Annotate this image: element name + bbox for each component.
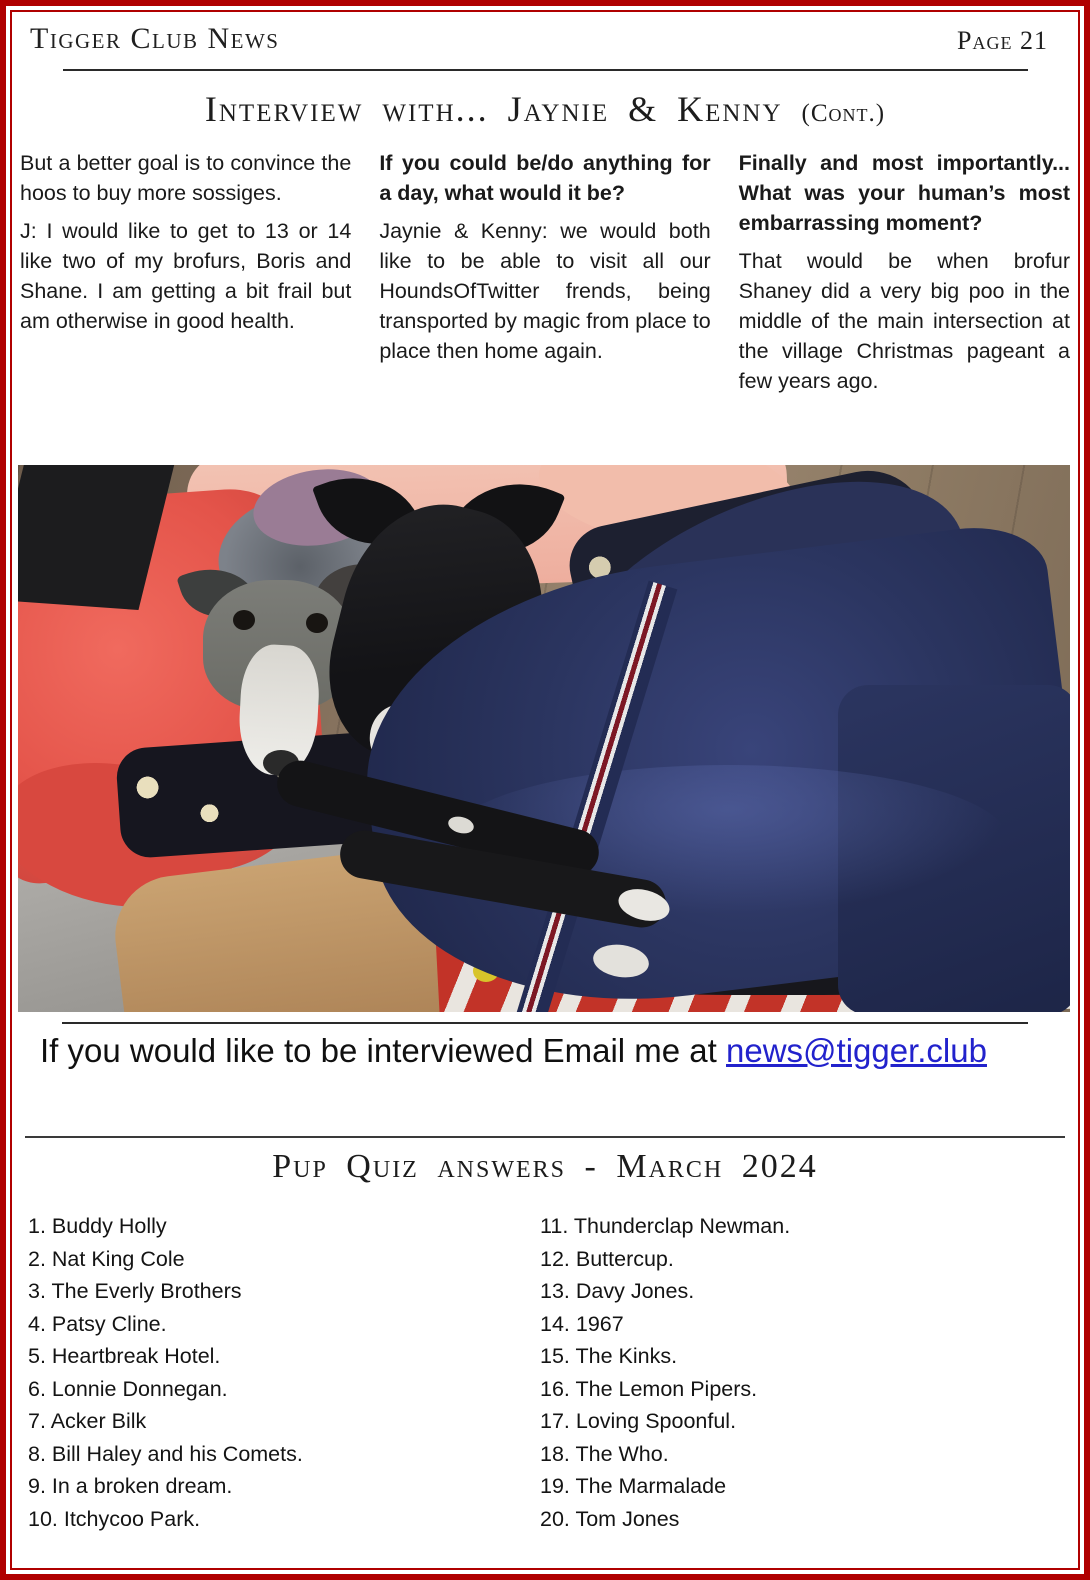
article-columns xyxy=(20,148,1070,404)
quiz-answers-left xyxy=(28,1210,498,1535)
paragraph: J: I would like to get to 13 or 14 like two of my brofurs, Boris and Shane. I am getting a bit frail but am otherwise in good health. xyxy=(20,219,352,333)
quiz-answer: 13. Davy Jones. xyxy=(540,1279,695,1303)
interview-photo xyxy=(18,465,1070,1012)
quiz-answer: 17. Loving Spoonful. xyxy=(540,1409,737,1433)
quiz-answer: 8. Bill Haley and his Comets. xyxy=(28,1441,303,1466)
interview-question: If you could be/do anything for a day, what would it be? xyxy=(379,151,711,205)
quiz-answer: 5. Heartbreak Hotel. xyxy=(28,1344,221,1368)
header-rule xyxy=(63,69,1028,71)
photo-grey-dog-eye xyxy=(306,613,328,633)
interview-answer: That would be when brofur Shaney did a very big poo in the middle of the main intersection at the village Christmas pageant a few years ago. xyxy=(738,249,1070,393)
quiz-answer: 18. The Who. xyxy=(540,1441,669,1466)
quiz-answer: 6. Lonnie Donnegan. xyxy=(28,1376,228,1401)
article-title-main: Interview with... Jaynie & Kenny xyxy=(204,89,783,129)
quiz-answers-right xyxy=(540,1210,1040,1535)
quiz-title: Pup Quiz answers - March 2024 xyxy=(272,1148,818,1185)
quiz-answer: 7. Acker Bilk xyxy=(28,1409,147,1433)
interview-answer: Jaynie & Kenny: we would both like to be able to visit all our HoundsOfTwitter frends, being transported by magic from place to place then home again. xyxy=(379,219,711,363)
quiz-answer: 2. Nat King Cole xyxy=(28,1246,185,1271)
page-number: Page 21 xyxy=(957,26,1048,55)
quiz-answer: 11. Thunderclap Newman. xyxy=(540,1214,791,1238)
contact-text: If you would like to be interviewed Email me at xyxy=(40,1032,726,1069)
article-column-1 xyxy=(20,148,351,404)
section-divider-rule xyxy=(25,1136,1065,1138)
quiz-answer: 14. 1967 xyxy=(540,1311,624,1336)
article-column-3 xyxy=(739,148,1070,404)
article-title-cont: (Cont.) xyxy=(801,100,886,127)
newsletter-title: Tigger Club News xyxy=(30,22,280,55)
quiz-answer: 15. The Kinks. xyxy=(540,1344,678,1368)
quiz-answer: 9. In a broken dream. xyxy=(28,1474,233,1498)
photo-grey-dog-eye xyxy=(233,610,255,630)
paragraph: But a better goal is to convince the hoos to buy more sossiges. xyxy=(20,151,352,205)
quiz-answer: 10. Itchycoo Park. xyxy=(28,1506,201,1531)
contact-line xyxy=(40,1032,1052,1070)
quiz-answer: 19. The Marmalade xyxy=(540,1474,727,1498)
interview-question: Finally and most importantly... What was your human’s most embarrassing moment? xyxy=(738,151,1070,235)
quiz-answer: 20. Tom Jones xyxy=(540,1506,680,1531)
article-title xyxy=(0,88,1090,130)
quiz-answer: 12. Buttercup. xyxy=(540,1246,674,1271)
photo-divider-rule xyxy=(62,1022,1028,1024)
article-column-2 xyxy=(379,148,710,404)
email-link[interactable]: news@tigger.club xyxy=(726,1032,987,1069)
quiz-answer: 3. The Everly Brothers xyxy=(28,1279,242,1303)
quiz-answer: 4. Patsy Cline. xyxy=(28,1311,167,1336)
quiz-answer: 1. Buddy Holly xyxy=(28,1214,167,1238)
quiz-answer: 16. The Lemon Pipers. xyxy=(540,1376,758,1401)
